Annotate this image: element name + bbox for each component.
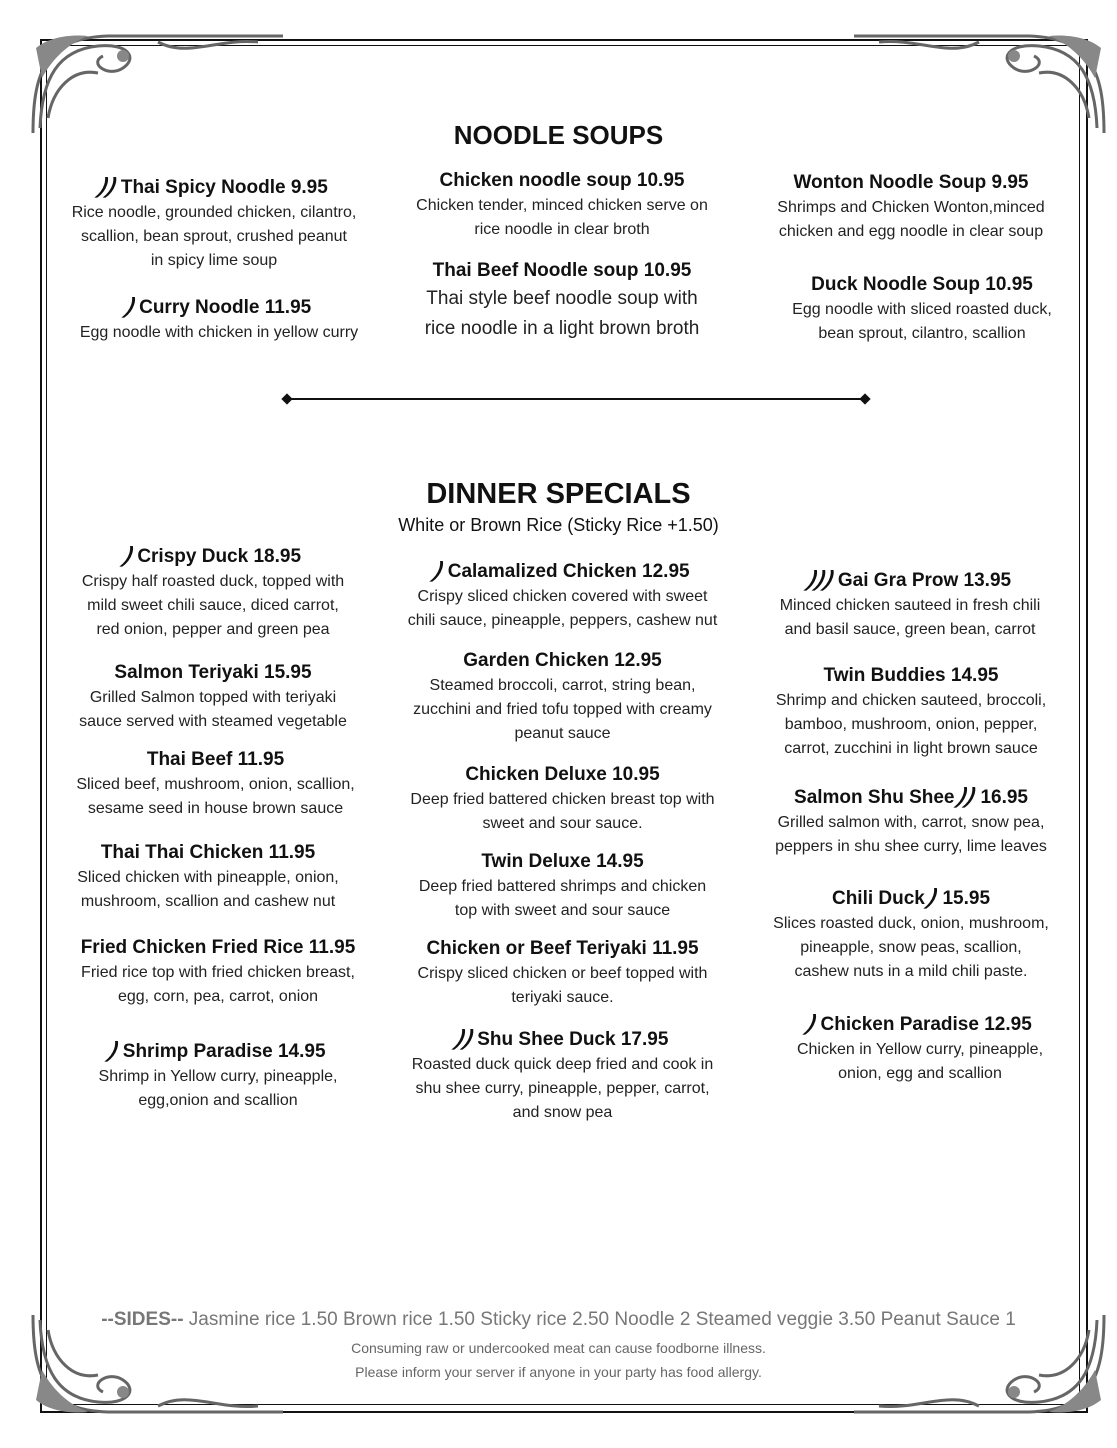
item-description: Deep fried battered shrimps and chicken <box>418 878 707 895</box>
menu-item-twin-deluxe <box>385 849 740 923</box>
item-description: mushroom, scallion and cashew nut <box>80 893 336 910</box>
item-description: peppers in shu shee curry, lime leaves <box>775 838 1047 855</box>
noodle-soups-heading: NOODLE SOUPS <box>453 120 664 150</box>
item-name: Chili Duck <box>831 888 925 909</box>
item-description: Grilled Salmon topped with teriyaki <box>89 689 337 706</box>
chili-spice-icon: ) <box>431 557 448 582</box>
item-description: rice noodle in clear broth <box>474 221 650 238</box>
menu-item-curry-noodle <box>50 293 388 345</box>
item-description: teriyaki sauce. <box>511 989 614 1006</box>
item-name: Chicken Deluxe 10.95 <box>465 764 660 785</box>
menu-item-thai-beef-noodle-soup <box>392 258 732 344</box>
item-description: Crispy sliced chicken covered with sweet <box>417 588 708 605</box>
item-description: Shrimps and Chicken Wonton,minced <box>777 199 1045 216</box>
menu-item-duck-noodle-soup <box>764 272 1080 346</box>
menu-item-crispy-duck <box>48 542 378 642</box>
menu-item-chicken-or-beef-teriyaki <box>385 936 740 1010</box>
item-description: Deep fried battered chicken breast top with <box>410 791 715 808</box>
menu-item-thai-beef <box>48 747 383 821</box>
chili-spice-icon: ) <box>121 542 138 567</box>
item-description: egg,onion and scallion <box>138 1092 298 1109</box>
item-description: Rice noodle, grounded chicken, cilantro, <box>71 204 357 221</box>
allergy-notice: Please inform your server if anyone in your party has food allergy. <box>355 1364 762 1380</box>
sides-label: --SIDES-- <box>101 1309 184 1330</box>
item-price: 15.95 <box>942 888 991 909</box>
item-name-row <box>752 884 1070 912</box>
foodborne-illness-notice: Consuming raw or undercooked meat can cause foodborne illness. <box>351 1340 766 1356</box>
item-description: shu shee curry, pineapple, pepper, carrot, <box>415 1080 710 1097</box>
item-description: Shrimp and chicken sauteed, broccoli, <box>775 692 1047 709</box>
menu-item-shu-shee-duck <box>385 1025 740 1125</box>
menu-item-thai-thai-chicken <box>48 840 368 914</box>
item-description: sweet and sour sauce. <box>482 815 643 832</box>
item-description: and snow pea <box>512 1104 613 1121</box>
item-description: Sliced chicken with pineapple, onion, <box>77 869 339 886</box>
item-name: Thai Spicy Noodle 9.95 <box>120 177 328 198</box>
chili-spice-icon: ))) <box>805 566 839 591</box>
item-name: Thai Beef 11.95 <box>146 749 285 770</box>
menu-item-chicken-noodle-soup <box>392 168 732 242</box>
item-name-row <box>50 293 388 321</box>
menu-item-wonton-noodle-soup <box>752 170 1070 244</box>
item-description: Minced chicken sauteed in fresh chili <box>779 597 1041 614</box>
item-description: onion, egg and scallion <box>838 1065 1002 1082</box>
item-name-row <box>770 1010 1070 1038</box>
item-name-row <box>50 173 378 201</box>
item-name: Shu Shee Duck 17.95 <box>477 1029 669 1050</box>
item-name: Gai Gra Prow 13.95 <box>837 570 1012 591</box>
item-description: Slices roasted duck, onion, mushroom, <box>773 915 1049 932</box>
chili-spice-icon: )) <box>452 1025 478 1050</box>
item-description: scallion, bean sprout, crushed peanut <box>81 228 347 245</box>
dinner-specials-subtitle: White or Brown Rice (Sticky Rice +1.50) <box>398 515 719 535</box>
menu-item-garden-chicken <box>385 648 740 746</box>
item-description: Thai style beef noodle soup with <box>426 288 698 309</box>
item-description: sauce served with steamed vegetable <box>79 713 347 730</box>
section-divider <box>287 398 865 400</box>
item-name: Chicken noodle soup 10.95 <box>439 170 685 191</box>
item-name: Twin Buddies 14.95 <box>823 665 999 686</box>
item-description: in spicy lime soup <box>150 252 278 269</box>
item-name: Crispy Duck 18.95 <box>137 546 302 567</box>
item-name: Salmon Shu Shee <box>794 787 955 808</box>
item-description: red onion, pepper and green pea <box>96 621 330 638</box>
item-price: 16.95 <box>980 787 1028 808</box>
sides-line <box>0 1309 1117 1331</box>
item-description: Chicken tender, minced chicken serve on <box>416 197 708 214</box>
item-name: Wonton Noodle Soup 9.95 <box>793 172 1029 193</box>
item-description: egg, corn, pea, carrot, onion <box>117 988 319 1005</box>
item-description: Crispy sliced chicken or beef topped with <box>417 965 708 982</box>
item-description: Roasted duck quick deep fried and cook in <box>411 1056 714 1073</box>
chili-spice-icon: ) <box>804 1010 821 1035</box>
item-description: zucchini and fried tofu topped with creamy <box>413 701 712 718</box>
menu-item-twin-buddies <box>752 663 1070 761</box>
menu-item-chicken-deluxe <box>385 762 740 836</box>
menu-item-salmon-teriyaki <box>48 660 378 734</box>
item-description: chili sauce, pineapple, peppers, cashew nut <box>407 612 718 629</box>
item-description: peanut sauce <box>514 725 611 742</box>
item-name: Chicken Paradise 12.95 <box>820 1014 1032 1035</box>
item-description: sesame seed in house brown sauce <box>87 800 344 817</box>
menu-item-chicken-paradise <box>770 1010 1070 1086</box>
chili-spice-icon: ) <box>106 1037 123 1062</box>
item-description: rice noodle in a light brown broth <box>424 318 700 339</box>
item-name-row <box>752 783 1070 811</box>
menu-item-calamalized-chicken <box>385 557 740 633</box>
menu-item-thai-spicy-noodle <box>50 173 378 273</box>
menu-item-chili-duck <box>752 884 1070 984</box>
item-description: Shrimp in Yellow curry, pineapple, <box>98 1068 338 1085</box>
sides-list: Jasmine rice 1.50 Brown rice 1.50 Sticky rice 2.50 Noodle 2 Steamed veggie 3.50 Peanut Sauce 1 <box>183 1309 1016 1330</box>
menu-item-salmon-shu-shee <box>752 783 1070 859</box>
item-name-row <box>385 557 740 585</box>
item-name-row <box>48 1037 388 1065</box>
item-name: Shrimp Paradise 14.95 <box>122 1041 326 1062</box>
item-name: Garden Chicken 12.95 <box>463 650 662 671</box>
item-description: carrot, zucchini in light brown sauce <box>784 740 1038 757</box>
item-name-row <box>755 566 1065 594</box>
item-description: pineapple, snow peas, scallion, <box>800 939 1022 956</box>
item-description: Sliced beef, mushroom, onion, scallion, <box>76 776 355 793</box>
chili-spice-icon: ) <box>122 293 140 318</box>
item-name: Calamalized Chicken 12.95 <box>447 561 690 582</box>
chili-spice-icon: )) <box>96 173 122 198</box>
item-description: and basil sauce, green bean, carrot <box>784 621 1036 638</box>
dinner-specials-heading: DINNER SPECIALS <box>426 478 691 510</box>
item-name: Chicken or Beef Teriyaki 11.95 <box>426 938 699 959</box>
chili-spice-icon: ) <box>924 884 942 909</box>
item-description: chicken and egg noodle in clear soup <box>778 223 1044 240</box>
item-description: top with sweet and sour sauce <box>454 902 671 919</box>
item-name: Fried Chicken Fried Rice 11.95 <box>80 937 356 958</box>
item-name-row <box>385 1025 740 1053</box>
menu-item-gai-gra-prow <box>755 566 1065 642</box>
item-description: Grilled salmon with, carrot, snow pea, <box>777 814 1045 831</box>
item-name: Twin Deluxe 14.95 <box>481 851 644 872</box>
item-name: Duck Noodle Soup 10.95 <box>811 274 1033 295</box>
chili-spice-icon: )) <box>954 783 980 808</box>
item-description: bean sprout, cilantro, scallion <box>818 325 1026 342</box>
item-name: Curry Noodle 11.95 <box>139 297 312 318</box>
item-name-row <box>48 542 378 570</box>
item-description: Chicken in Yellow curry, pineapple, <box>796 1041 1044 1058</box>
menu-item-shrimp-paradise <box>48 1037 388 1113</box>
item-description: Fried rice top with fried chicken breast, <box>81 964 355 981</box>
item-description: bamboo, mushroom, onion, pepper, <box>784 716 1038 733</box>
item-description: Egg noodle with chicken in yellow curry <box>79 324 359 341</box>
item-name: Salmon Teriyaki 15.95 <box>114 662 312 683</box>
item-name: Thai Thai Chicken 11.95 <box>100 842 316 863</box>
item-name: Thai Beef Noodle soup 10.95 <box>432 260 692 281</box>
item-description: Egg noodle with sliced roasted duck, <box>792 301 1052 318</box>
item-description: mild sweet chili sauce, diced carrot, <box>87 597 339 614</box>
item-description: cashew nuts in a mild chili paste. <box>794 963 1028 980</box>
item-description: Crispy half roasted duck, topped with <box>81 573 345 590</box>
menu-item-fried-chicken-fried-rice <box>48 935 388 1009</box>
item-description: Steamed broccoli, carrot, string bean, <box>429 677 696 694</box>
